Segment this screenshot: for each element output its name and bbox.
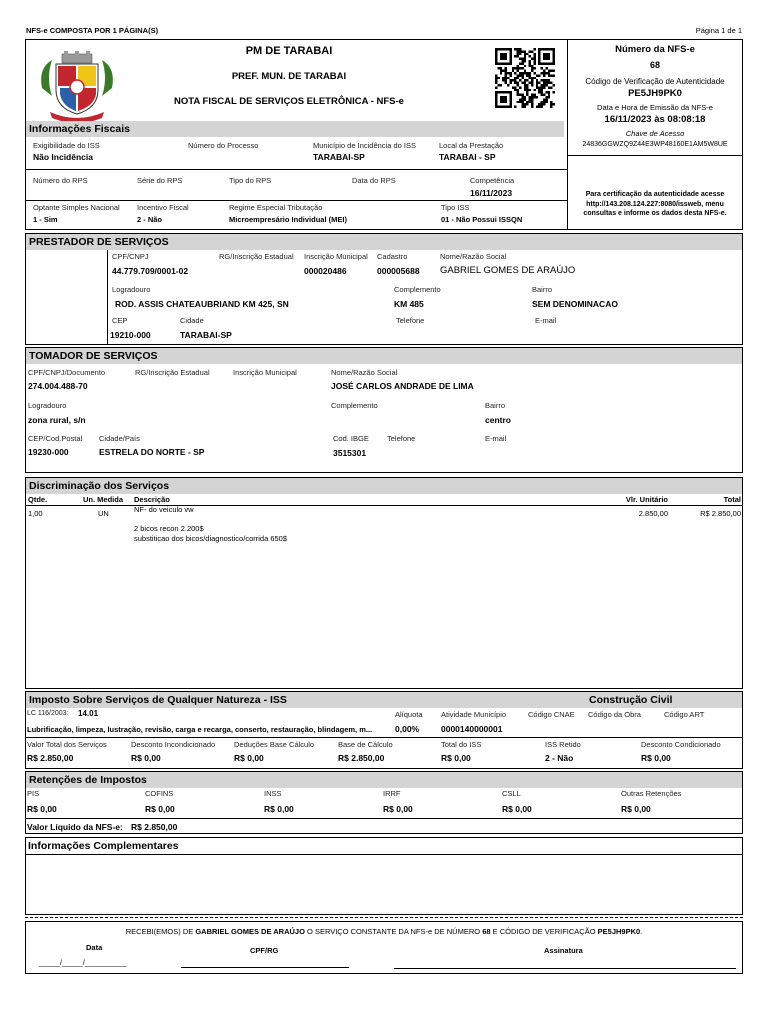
irrf-value: R$ 0,00 — [383, 804, 413, 814]
lc-description: Lubrificação, limpeza, lustração, revisão, carga e recarga, conserto, restauração, blindagem, m... — [27, 725, 373, 734]
complementary-title: Informações Complementares — [28, 840, 179, 852]
calc-base-value: R$ 2.850,00 — [338, 753, 385, 763]
access-key: 24836GGWZQ9Z44E3WP48160E1AM5W8UE — [582, 141, 728, 148]
provider-cep-label: CEP — [112, 316, 128, 325]
lc-label: LC 116/2003: — [27, 710, 69, 717]
item-unit-price: 2.850,00 — [638, 509, 668, 518]
rps-series-label: Série do RPS — [137, 176, 183, 185]
item-desc-line-4: substiticao dos bicos/diagnostico/corrida 650$ — [134, 534, 288, 543]
city-name: PM DE TARABAI — [245, 45, 333, 57]
receipt-nfse-number: 68 — [482, 927, 491, 936]
verification-code-label: Código de Verificação de Autenticidade — [585, 77, 725, 86]
page-indicator: Página 1 de 1 — [695, 26, 742, 35]
municipal-activity-value: 0000140000001 — [441, 724, 503, 734]
provider-cnpj-value: 44.779.709/0001-02 — [112, 266, 189, 276]
customer-cep-label: CEP/Cod.Postal — [28, 434, 83, 443]
lc-code: 14.01 — [78, 709, 99, 718]
receipt-cpf-line[interactable] — [181, 967, 349, 968]
irrf-label: IRRF — [383, 789, 401, 798]
customer-cep-value: 19230-000 — [28, 447, 69, 457]
services-title: Discriminação dos Serviços — [26, 478, 742, 494]
item-total: R$ 2.850,00 — [700, 509, 741, 518]
receipt-text-part: O SERVIÇO CONSTANTE DA NFS-e DE NÚMERO — [304, 927, 483, 936]
iss-municipality-label: Município de Incidência do ISS — [313, 141, 416, 150]
cnae-label: Código CNAE — [528, 710, 575, 719]
pis-label: PIS — [27, 789, 40, 798]
provider-complement-value: KM 485 — [394, 299, 424, 309]
rate-value: 0,00% — [395, 724, 420, 734]
provider-cnpj-label: CPF/CNPJ — [112, 252, 149, 261]
fiscal-info-title: Informações Fiscais — [26, 121, 564, 137]
customer-city-label: Cidade/País — [99, 434, 140, 443]
provider-email-label: E-mail — [535, 316, 557, 325]
calc-base-label: Base de Cálculo — [338, 740, 393, 749]
emission-date: 16/11/2023 às 08:08:18 — [604, 114, 706, 125]
provider-title: PRESTADOR DE SERVIÇOS — [26, 234, 742, 250]
receipt-text-part: E CÓDIGO DE VERIFICAÇÃO — [490, 927, 598, 936]
deductions-value: R$ 0,00 — [234, 753, 264, 763]
customer-doc-label: CPF/CNPJ/Documento — [28, 368, 106, 377]
customer-ibge-label: Cod. IBGE — [333, 434, 369, 443]
item-desc-line-3: 2 bicos recon 2.200$ — [134, 524, 204, 533]
provider-complement-label: Complemento — [394, 285, 441, 294]
service-location-label: Local da Prestação — [439, 141, 504, 150]
total-iss-value: R$ 0,00 — [441, 753, 471, 763]
iss-municipality-value: TARABAI-SP — [313, 152, 365, 162]
nfse-number-label: Número da NFS-e — [615, 44, 695, 55]
withholdings-title: Retenções de Impostos — [26, 772, 742, 788]
certification-note: Para certificação da autenticidade acesse http://143.208.124.227:8080/issweb, menu consultas e informe os dados desta NFS-e. — [583, 191, 727, 217]
cofins-label: COFINS — [145, 789, 174, 798]
customer-city-value: ESTRELA DO NORTE - SP — [99, 447, 205, 457]
provider-district-label: Bairro — [532, 285, 553, 294]
prefeitura-name: PREF. MUN. DE TARABAI — [231, 71, 347, 82]
provider-name-value: GABRIEL GOMES DE ARAÚJO — [440, 265, 576, 276]
simples-nacional-label: Optante Simples Nacional — [33, 203, 120, 212]
net-value-label: Valor Líquido da NFS-e: — [27, 822, 123, 832]
receipt-text — [25, 927, 743, 936]
provider-district-value: SEM DENOMINACAO — [532, 299, 618, 309]
services-section — [25, 477, 743, 689]
receipt-text-part: RECEBI(EMOS) DE — [125, 927, 196, 936]
service-location-value: TARABAI - SP — [439, 152, 496, 162]
col-total-header: Total — [723, 495, 741, 504]
provider-registry-value: 000005688 — [377, 266, 420, 276]
provider-name-label: Nome/Razão Social — [440, 252, 507, 261]
provider-municipal-reg-label: Inscrição Municipal — [304, 252, 368, 261]
construction-title: Construção Civil — [589, 694, 673, 706]
iss-type-value: 01 - Não Possui ISSQN — [441, 215, 523, 224]
receipt-signature-line[interactable] — [394, 968, 736, 969]
iss-exigibility-value: Não Incidência — [33, 152, 93, 162]
customer-doc-value: 274.004.488-70 — [28, 381, 88, 391]
provider-registry-label: Cadastro — [377, 252, 408, 261]
provider-city-label: Cidade — [180, 316, 204, 325]
item-desc-line-1: NF- do veiculo vw — [134, 505, 194, 514]
provider-address-value: ROD. ASSIS CHATEAUBRIAND KM 425, SN — [115, 299, 289, 309]
customer-name-value: JOSÉ CARLOS ANDRADE DE LIMA — [331, 381, 474, 391]
item-qty: 1,00 — [28, 509, 43, 518]
customer-ibge-value: 3515301 — [333, 448, 367, 458]
rps-date-label: Data do RPS — [352, 176, 396, 185]
receipt-verification-code: PE5JH9PK0 — [597, 927, 641, 936]
other-withholdings-value: R$ 0,00 — [621, 804, 651, 814]
customer-name-label: Nome/Razão Social — [331, 368, 398, 377]
tax-incentive-label: Incentivo Fiscal — [137, 203, 189, 212]
unconditional-discount-value: R$ 0,00 — [131, 753, 161, 763]
cofins-value: R$ 0,00 — [145, 804, 175, 814]
special-regime-value: Microempresário Individual (MEI) — [229, 215, 347, 224]
coat-of-arms-emblem — [36, 50, 118, 122]
conditional-discount-value: R$ 0,00 — [641, 753, 671, 763]
receipt-provider-name: GABRIEL GOMES DE ARAÚJO — [195, 927, 305, 936]
customer-district-label: Bairro — [485, 401, 506, 410]
municipal-activity-label: Atividade Município — [441, 710, 507, 719]
customer-complement-label: Complemento — [331, 401, 378, 410]
work-code-label: Código da Obra — [588, 710, 641, 719]
nfse-number: 68 — [649, 60, 660, 70]
rps-number-label: Número do RPS — [33, 176, 88, 185]
inss-label: INSS — [264, 789, 282, 798]
col-unit-price-header: Vlr. Unitário — [625, 495, 668, 504]
iss-title: Imposto Sobre Serviços de Qualquer Natureza - ISS — [26, 692, 742, 708]
tax-incentive-value: 2 - Não — [137, 215, 163, 224]
process-number-label: Número do Processo — [188, 141, 259, 150]
provider-city-value: TARABAI-SP — [180, 330, 232, 340]
item-unit: UN — [98, 509, 109, 518]
simples-nacional-value: 1 - Sim — [33, 215, 58, 224]
receipt-date-label: Data — [86, 943, 103, 952]
rate-label: Alíquota — [395, 710, 423, 719]
col-desc-header: Descrição — [134, 495, 170, 504]
unconditional-discount-label: Desconto Incondicionado — [131, 740, 216, 749]
receipt-signature-label: Assinatura — [544, 946, 583, 955]
iss-withheld-label: ISS Retido — [545, 740, 581, 749]
provider-cep-value: 19210-000 — [110, 330, 151, 340]
csll-value: R$ 0,00 — [502, 804, 532, 814]
total-services-label: Valor Total dos Serviços — [27, 740, 107, 749]
net-value: R$ 2.850,00 — [131, 822, 178, 832]
total-iss-label: Total do ISS — [441, 740, 482, 749]
inss-value: R$ 0,00 — [264, 804, 294, 814]
customer-phone-label: Telefone — [387, 434, 416, 443]
competence-label: Competência — [470, 176, 515, 185]
provider-municipal-reg-value: 000020486 — [304, 266, 347, 276]
customer-address-label: Logradouro — [28, 401, 67, 410]
composition-note: NFS-e COMPOSTA POR 1 PÁGINA(S) — [26, 26, 159, 35]
provider-rg-label: RG/Inscrição Estadual — [219, 252, 294, 261]
competence-value: 16/11/2023 — [470, 188, 513, 198]
art-code-label: Código ART — [664, 710, 705, 719]
provider-phone-label: Telefone — [396, 316, 425, 325]
iss-type-label: Tipo ISS — [441, 203, 470, 212]
iss-exigibility-label: Exigibilidade do ISS — [33, 141, 100, 150]
customer-address-value: zona rural, s/n — [28, 415, 86, 425]
receipt-date-field[interactable]: _____/_____/__________ — [39, 958, 127, 967]
provider-address-label: Logradouro — [112, 285, 151, 294]
pis-value: R$ 0,00 — [27, 804, 57, 814]
col-unit-header: Un. Medida — [83, 495, 124, 504]
customer-municipal-reg-label: Inscrição Municipal — [233, 368, 297, 377]
verification-code: PE5JH9PK0 — [628, 88, 682, 99]
customer-district-value: centro — [485, 415, 511, 425]
deductions-label: Deduções Base Cálculo — [234, 740, 315, 749]
rps-type-label: Tipo do RPS — [229, 176, 272, 185]
customer-rg-label: RG/Inscrição Estadual — [135, 368, 210, 377]
cut-line — [25, 917, 743, 918]
customer-title: TOMADOR DE SERVIÇOS — [26, 348, 742, 364]
emission-date-label: Data e Hora de Emissão da NFS-e — [597, 103, 713, 112]
document-title: NOTA FISCAL DE SERVIÇOS ELETRÔNICA - NFS-e — [174, 96, 404, 107]
receipt-text-part: . — [640, 927, 643, 936]
iss-withheld-value: 2 - Não — [545, 753, 574, 763]
col-qty-header: Qtde. — [28, 495, 48, 504]
special-regime-label: Regime Especial Tributação — [229, 203, 323, 212]
qr-code — [495, 48, 555, 108]
access-key-label: Chave de Acesso — [625, 129, 685, 138]
csll-label: CSLL — [502, 789, 521, 798]
customer-email-label: E-mail — [485, 434, 507, 443]
total-services-value: R$ 2.850,00 — [27, 753, 74, 763]
receipt-cpf-label: CPF/RG — [250, 946, 279, 955]
other-withholdings-label: Outras Retenções — [621, 789, 682, 798]
conditional-discount-label: Desconto Condicionado — [641, 740, 721, 749]
